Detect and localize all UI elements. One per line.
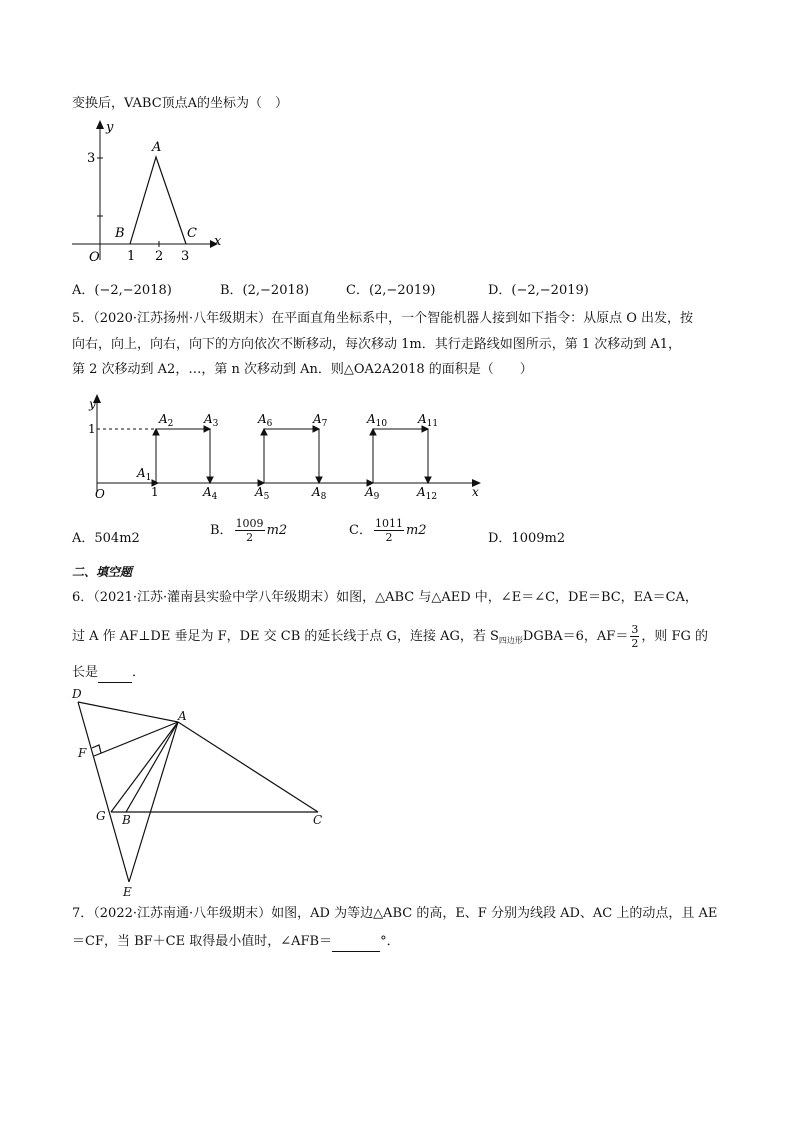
q5-label-a12: $A_{12}$ [417, 485, 438, 502]
q4-x-tick-3: 3 [181, 249, 190, 264]
q5-option-d[interactable]: D．1009m2 [488, 531, 566, 546]
q7-line-2: ＝CF，当 BF＋CE 取得最小值时，∠AFB＝ °． [72, 933, 400, 952]
q4-stem: 变换后，VABC顶点A的坐标为（ ） [72, 96, 289, 111]
q5-line-1: 5．（2020·江苏扬州·八年级期末）在平面直角坐标系中，一个智能机器人接到如下指令：从原点 O 出发，按 [72, 311, 694, 326]
q5-x-tick-label: 1 [151, 485, 159, 499]
q5-label-a8: $A_8$ [312, 485, 327, 502]
q6-answer-blank[interactable] [98, 664, 132, 683]
q5-label-a1: $A_1$ [137, 466, 152, 483]
q4-graph [60, 115, 230, 265]
q5-label-a9: $A_9$ [365, 485, 380, 502]
q5-label-a2: $A_2$ [159, 412, 174, 429]
q4-option-a[interactable]: A．(−2,−2018) [72, 283, 172, 298]
q5-point-labels [136, 412, 438, 502]
q4-origin: O [89, 250, 100, 265]
q4-vertex-b: B [115, 226, 125, 241]
q6-point-a: A [178, 709, 187, 723]
q6-figure [66, 682, 336, 900]
q4-y-tick-label: 3 [87, 151, 96, 166]
q6-point-c: C [313, 813, 323, 827]
q5-label-a4: $A_4$ [203, 485, 218, 502]
q5-line-2: 向右，向上，向右，向下的方向依次不断移动，每次移动 1m．其行走路线如图所示，第 1 次移动到 A1， [72, 337, 682, 352]
q5-label-a6: $A_6$ [258, 412, 273, 429]
q5-label-a3: $A_3$ [204, 412, 219, 429]
q6-line-3: 长是 ． [72, 664, 145, 683]
q4-y-arrow [96, 120, 104, 129]
q6-point-g: G [96, 809, 106, 823]
q6-line-2: 过 A 作 AF⊥DE 垂足为 F，DE 交 CB 的延长线于点 G，连接 AG，若 $S_{四边形}DGBA=6$，AF＝ $\frac{3}{2}$ ，则 FG 的 [72, 623, 708, 650]
q4-vertex-c: C [187, 226, 197, 241]
q4-option-c[interactable]: C．(2,−2019) [346, 283, 436, 298]
q5-graph [80, 392, 490, 504]
q6-point-f: F [78, 746, 87, 760]
q5-origin: O [95, 487, 105, 501]
q4-option-d[interactable]: D．(−2,−2019) [488, 283, 589, 298]
q5-line-3: 第 2 次移动到 A2，…，第 n 次移动到 An．则△OA2A2018 的面积是（ ） [72, 362, 533, 377]
q4-x-tick-2: 2 [155, 249, 164, 264]
q4-vertex-a: A [152, 140, 162, 155]
q6-line-1: 6．（2021·江苏·灌南县实验中学八年级期末）如图，△ABC 与△AED 中，∠E＝∠C，DE＝BC，EA＝CA， [72, 590, 698, 605]
q5-option-c[interactable]: C． $\frac{1011}{2}$ m2 [349, 517, 427, 544]
q5-option-b[interactable]: B． $\frac{1009}{2}$ m2 [210, 517, 288, 544]
q5-path [127, 426, 431, 486]
q6-point-d: D [72, 687, 82, 701]
q4-option-b[interactable]: B．(2,−2018) [220, 283, 310, 298]
q5-label-a10: $A_{10}$ [367, 412, 388, 429]
q4-triangle [130, 157, 186, 244]
q5-label-a5: $A_5$ [255, 485, 270, 502]
section-title: 二、填空题 [72, 565, 133, 579]
q7-line-1: 7．（2022·江苏南通·八年级期末）如图，AD 为等边△ABC 的高，E、F 分别为线段 AD、AC 上的动点，且 AE [72, 906, 718, 921]
q4-y-label: y [106, 120, 114, 135]
q6-point-e: E [123, 885, 132, 899]
q5-y-tick-label: 1 [88, 422, 96, 436]
q4-x-tick-1: 1 [127, 249, 136, 264]
q5-y-label: y [89, 397, 96, 411]
q5-label-a7: $A_7$ [313, 412, 328, 429]
q7-answer-blank[interactable] [332, 933, 380, 952]
q4-x-label: x [214, 234, 222, 249]
q6-point-b: B [122, 813, 131, 827]
q5-option-a[interactable]: A．504m2 [72, 531, 140, 546]
q5-x-label: x [472, 485, 479, 499]
q5-label-a11: $A_{11}$ [418, 412, 439, 429]
